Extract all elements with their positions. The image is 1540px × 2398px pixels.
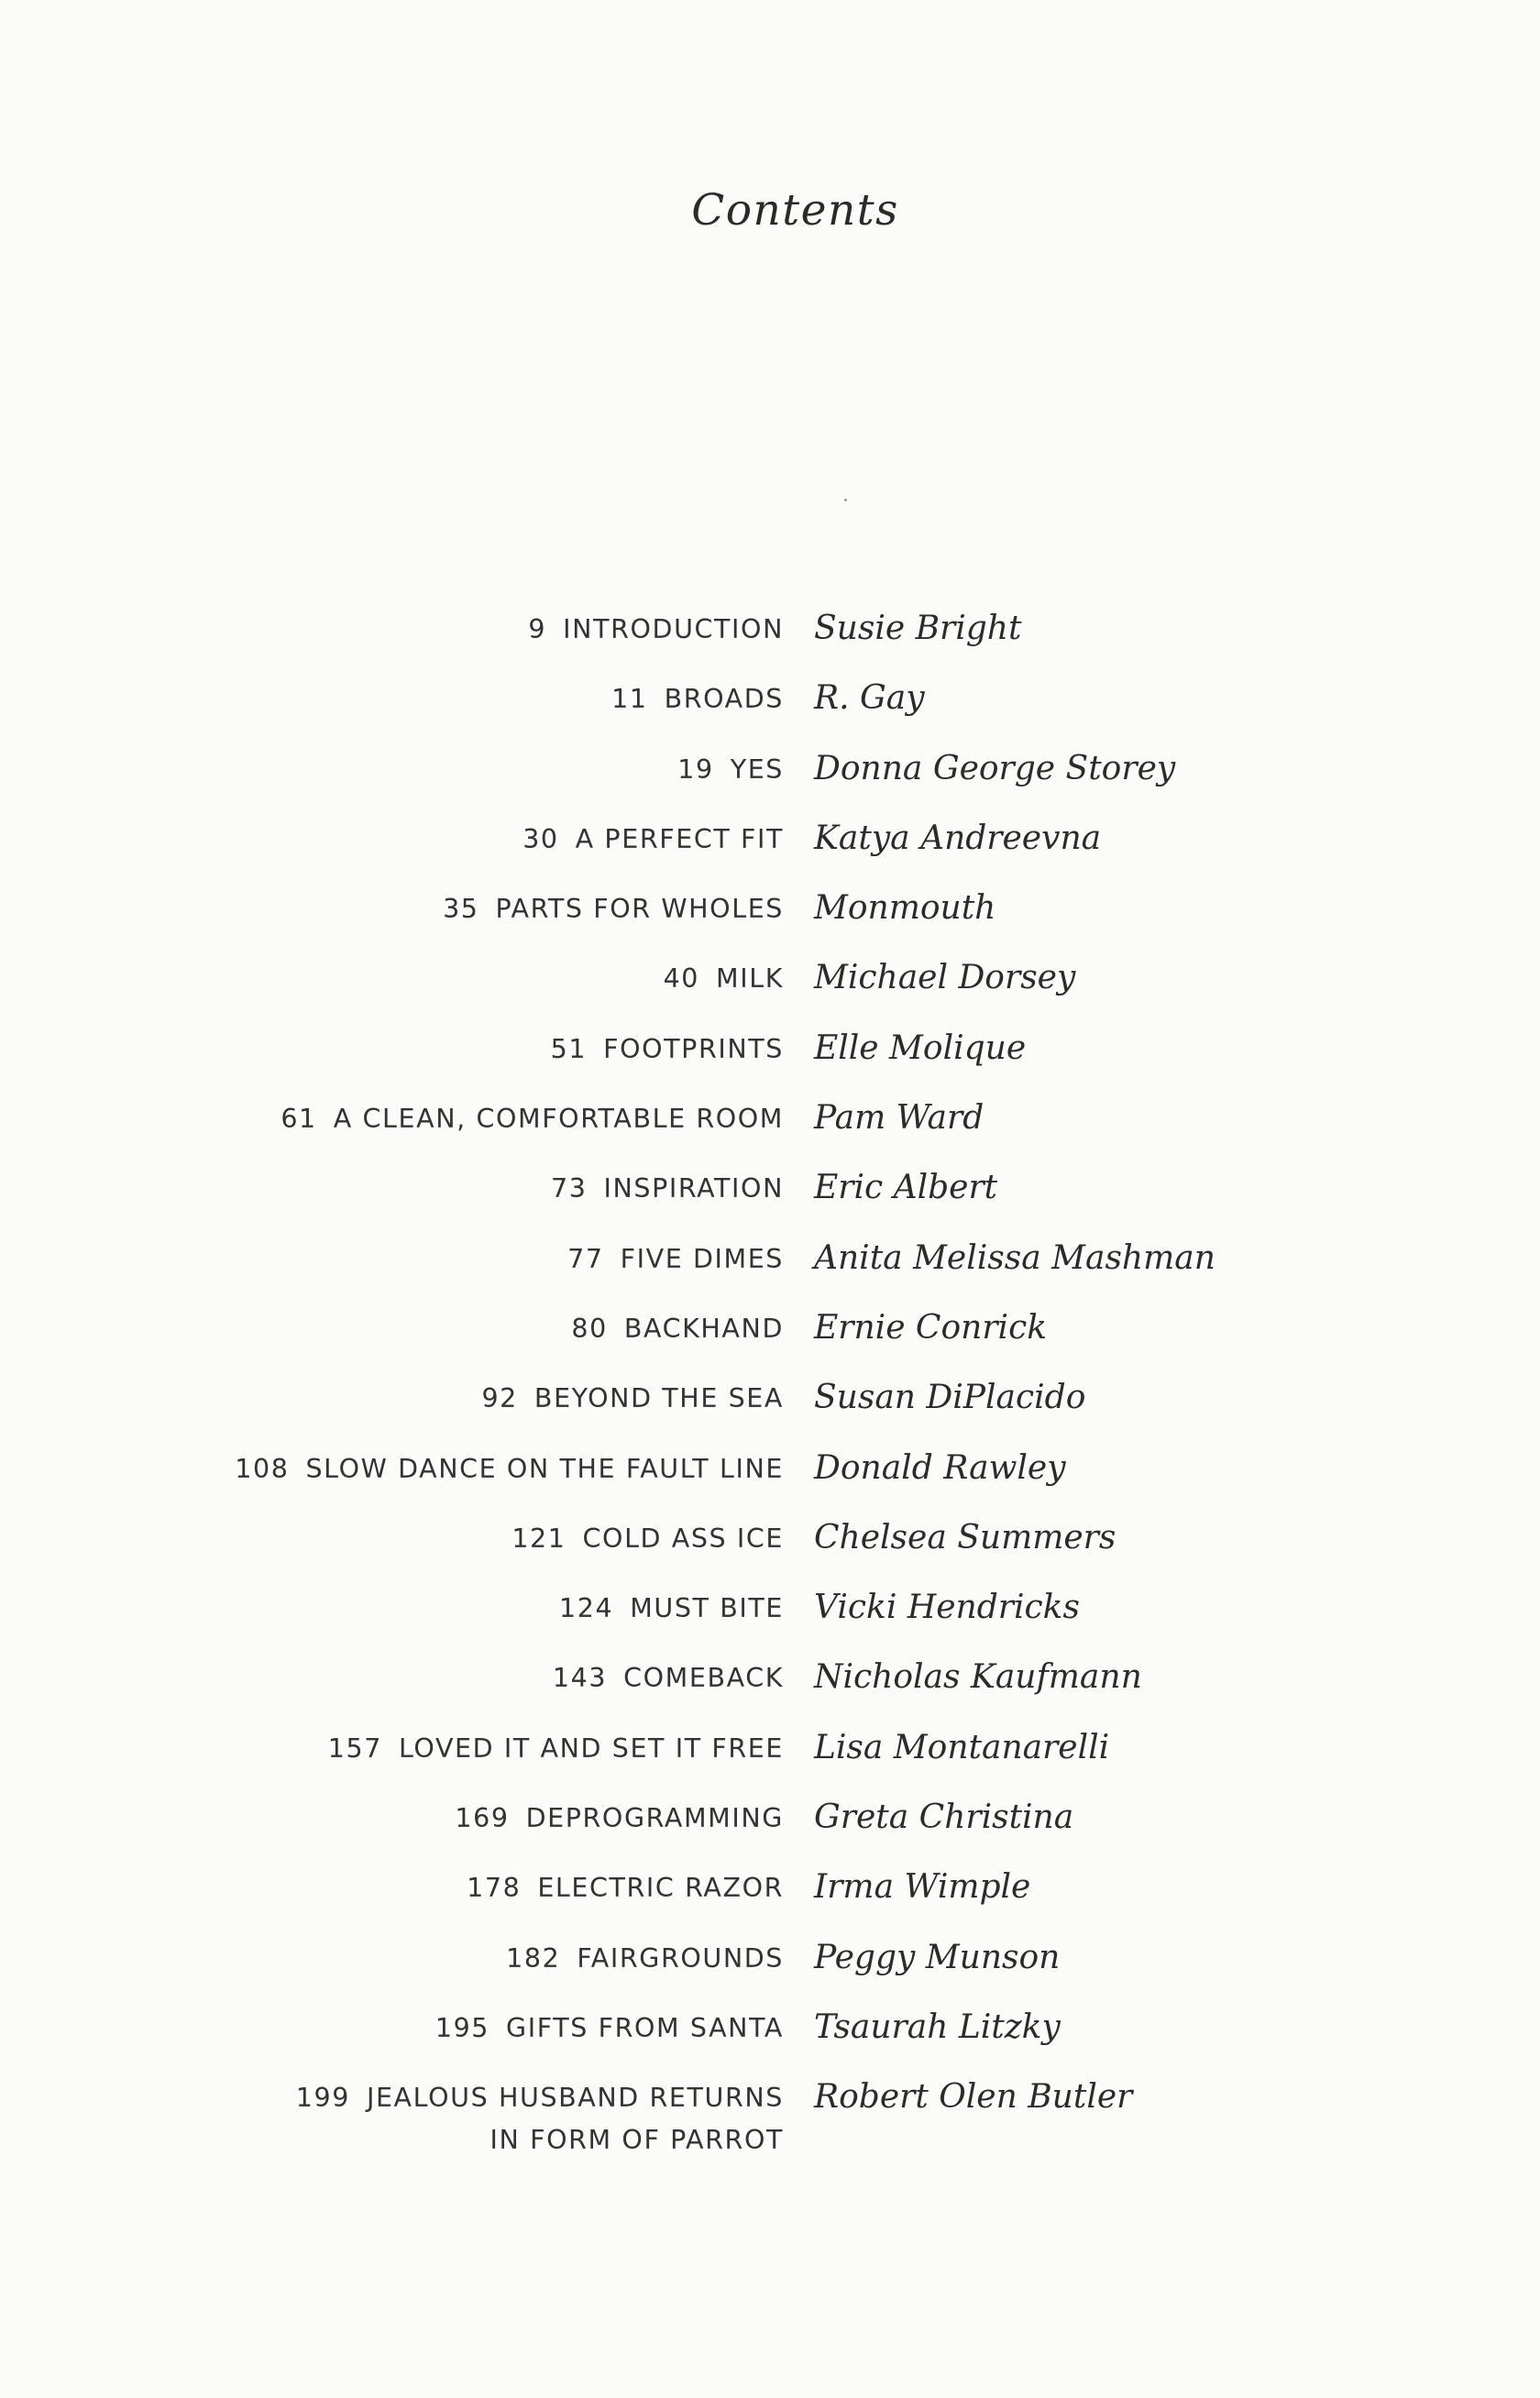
toc-entry-title-line [664,958,784,1000]
toc-entry-title-block [512,1518,784,1560]
toc-entry [0,1434,1540,1503]
toc-entry [0,1853,1540,1922]
toc-entry-title-line [571,1308,784,1350]
toc-author: Pam Ward [814,1099,984,1138]
toc-entry-title-block [296,2077,784,2162]
toc-entry-title-block [571,1308,784,1350]
toc-entry-title-block [611,678,784,720]
toc-entry [0,734,1540,804]
toc-entry-title-block [551,1168,784,1210]
toc-story-title: FAIRGROUNDS [577,1942,784,1974]
toc-entry-title-line [435,2008,784,2050]
toc-entry [0,1503,1540,1573]
toc-story-title: A CLEAN, COMFORTABLE ROOM [333,1104,784,1135]
toc-entry-title-line [567,1238,784,1281]
toc-story-title: MUST BITE [630,1593,784,1624]
toc-entry-title-block [559,1588,784,1630]
toc-entry-title-block [328,1728,784,1770]
toc-entry-title-block [677,749,784,791]
toc-author: Robert Olen Butler [814,2078,1133,2117]
toc-author: Tsaurah Litzky [814,2008,1061,2046]
toc-entry-title-block [481,1378,784,1420]
toc-author: Lisa Montanarelli [814,1728,1110,1766]
toc-entry [0,1293,1540,1363]
toc-story-title: BEYOND THE SEA [534,1383,784,1414]
toc-entry-title-block [280,1098,784,1140]
toc-author: Irma Wimple [814,1868,1031,1907]
toc-author: Michael Dorsey [814,959,1076,997]
toc-page-number: 92 [481,1383,518,1414]
toc-author: Donna George Storey [814,749,1176,787]
toc-author: Katya Andreevna [814,819,1102,857]
toc-story-title: INTRODUCTION [563,614,784,644]
toc-entry-title-line [328,1728,784,1770]
toc-author: Peggy Munson [814,1938,1061,1976]
toc-author: Chelsea Summers [814,1518,1116,1556]
toc-page-number: 108 [235,1453,290,1484]
toc-page-number: 19 [677,754,714,785]
toc-entry-title-line [280,1098,784,1140]
toc-entry [0,664,1540,733]
toc-story-title: A PERFECT FIT [575,823,784,854]
toc-author: Greta Christina [814,1798,1074,1837]
toc-story-title: PARTS FOR WHOLES [495,894,784,925]
toc-entry-title-block [506,1938,784,1980]
toc-story-title-continued: IN FORM OF PARROT [490,2125,784,2156]
toc-entry-title-line [235,1448,784,1490]
toc-entry [0,804,1540,874]
toc-page-number: 121 [512,1523,566,1554]
toc-story-title: COLD ASS ICE [582,1523,784,1554]
toc-page-number: 61 [280,1104,317,1135]
toc-page-number: 124 [559,1593,614,1624]
toc-author: Eric Albert [814,1169,998,1207]
toc-story-title: MILK [716,963,784,995]
toc-entry [0,1713,1540,1783]
toc-page-number: 51 [550,1033,588,1064]
toc-story-title: GIFTS FROM SANTA [506,2012,784,2043]
toc-entry [0,1014,1540,1084]
toc-page-number: 178 [467,1873,522,1904]
toc-page-number: 40 [663,963,700,995]
toc-entry-title-block [567,1238,784,1281]
toc-story-title: INSPIRATION [603,1173,784,1204]
toc-entry [0,1363,1540,1433]
toc-entry-title-line [506,1938,784,1980]
toc-entry-title-block [435,2008,784,2050]
toc-entry-title-line [296,2077,784,2119]
toc-entry-title-line [528,609,784,651]
toc-entry-title-line [467,1867,784,1909]
toc-page-number: 77 [567,1243,604,1274]
toc-entry [0,943,1540,1013]
toc-story-title: COMEBACK [623,1663,784,1694]
toc-entry-title-block [522,819,784,861]
toc-entry-title-line [443,888,784,930]
toc-entry-title-line [481,1378,784,1420]
toc-story-title: BROADS [664,684,784,715]
toc-entry-title-line [512,1518,784,1560]
toc-page-number: 182 [506,1942,561,1974]
toc-entry-title-block [455,1798,784,1840]
toc-entry-title-block [235,1448,784,1490]
toc-page-number: 80 [571,1313,608,1344]
toc-entry [0,1084,1540,1153]
toc-story-title: YES [730,754,784,785]
toc-entry [0,1153,1540,1223]
toc-page-number: 195 [434,2012,490,2043]
toc-story-title: SLOW DANCE ON THE FAULT LINE [305,1453,784,1484]
toc-story-title: BACKHAND [623,1313,784,1344]
toc-entry-title-block [551,1028,784,1071]
toc-page-number: 157 [327,1732,382,1764]
toc-entry [0,1993,1540,2062]
toc-author: Vicki Hendricks [814,1589,1080,1627]
toc-entry-title-block [528,609,784,651]
toc-story-title: FIVE DIMES [620,1243,784,1274]
toc-entry [0,1224,1540,1293]
toc-author: R. Gay [814,679,925,718]
toc-entry-title-line [559,1588,784,1630]
toc-author: Susie Bright [814,610,1022,647]
toc-entry [0,874,1540,943]
toc-entry-title-line [611,678,784,720]
toc-entry [0,1923,1540,1993]
paper-speck [844,499,847,501]
toc-entry-title-line [553,1657,784,1700]
toc-page-number: 143 [552,1663,608,1694]
toc-entry-title-line [677,749,784,791]
table-of-contents [0,594,1540,2156]
toc-entry-title-line [551,1028,784,1071]
toc-story-title: FOOTPRINTS [603,1033,784,1064]
toc-entry [0,594,1540,664]
toc-entry-title-line [522,819,784,861]
toc-story-title: ELECTRIC RAZOR [537,1873,784,1904]
toc-entry-title-block [664,958,784,1000]
toc-entry [0,1783,1540,1853]
toc-author: Monmouth [814,889,996,928]
toc-page-number: 30 [522,823,559,854]
toc-page-number: 11 [611,684,648,715]
toc-page-number: 199 [295,2083,350,2114]
toc-entry [0,2062,1540,2156]
page-title: Contents [691,185,899,236]
toc-entry-title-block [443,888,784,930]
toc-story-title: JEALOUS HUSBAND RETURNS [366,2083,784,2114]
toc-entry [0,1643,1540,1712]
toc-author: Donald Rawley [814,1448,1066,1487]
toc-page-number: 73 [551,1173,588,1204]
toc-author: Ernie Conrick [814,1308,1048,1347]
toc-page-number: 169 [455,1803,510,1834]
toc-story-title: LOVED IT AND SET IT FREE [398,1732,784,1764]
toc-author: Nicholas Kaufmann [814,1658,1142,1697]
toc-page-number: 35 [443,894,479,925]
toc-entry-title-line [551,1168,784,1210]
toc-author: Anita Melissa Mashman [814,1238,1216,1277]
toc-entry [0,1573,1540,1643]
toc-author: Susan DiPlacido [814,1379,1086,1417]
toc-entry-title-line [455,1798,784,1840]
toc-entry-title-block [553,1657,784,1700]
toc-author: Elle Molique [814,1028,1027,1067]
toc-page-number: 9 [528,614,547,644]
toc-entry-title-block [467,1867,784,1909]
toc-story-title: DEPROGRAMMING [525,1803,784,1834]
